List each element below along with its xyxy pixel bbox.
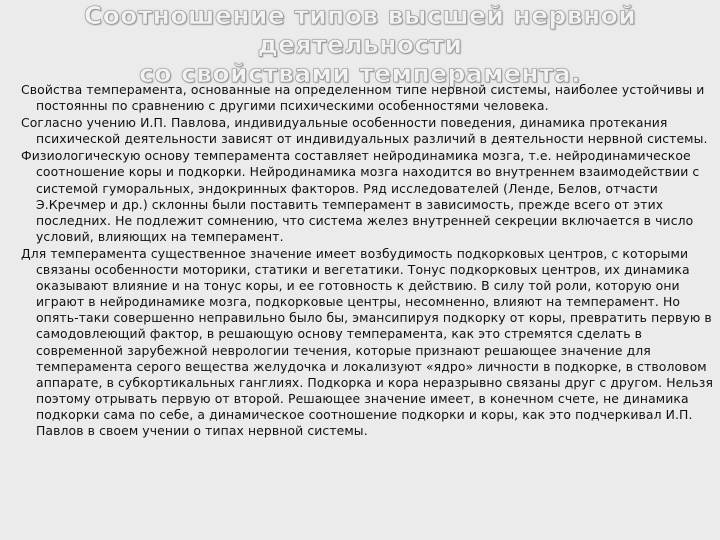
slide-body-text (14, 82, 714, 440)
paragraph-text: Для темперамента существенное значение имеет возбудимость подкорковых центров, с которыми связаны особенности моторики, статики и вегетатики. Тонус подкорковых центров, их динамика оказывают влияние и на тонус коры, и ее готовность к действию. В силу той роли, которую они играют в нейродинамике мозга, подкорковые центры, несомненно, влияют на темперамент. Но опять-таки совершенно неправильно было бы, эмансипируя подкорку от коры, превратить первую в самодовлеющий фактор, в решающую основу темперамента, как это стремятся сделать в современной зарубежной неврологии течения, которые признают решающее значение для темперамента серого вещества желудочка и локализуют «ядро» личности в подкорке, в стволовом аппарате, в субкортикальных ганглиях. Подкорка и кора неразрывно связаны друг с другом. Нельзя поэтому отрывать первую от второй. Решающее значение имеет, в конечном счете, не динамика подкорки сама по себе, а динамическое соотношение подкорки и коры, как это подчеркивал И.П. Павлов в своем учении о типах нервной системы. (21, 245, 714, 438)
slide-title-line-1: Соотношение типов высшей нервной деятельности (83, 1, 637, 59)
bullet-paragraph-1 (14, 82, 714, 114)
slide-title-line-2: со свойствами темперамента. (139, 59, 581, 88)
bullet-paragraph-4 (14, 246, 714, 439)
paragraph-text: Согласно учению И.П. Павлова, индивидуальные особенности поведения, динамика протекания психической деятельности зависят от индивидуальных различий в деятельности нервной системы. (21, 115, 708, 147)
paragraph-text: Физиологическую основу темперамента составляет нейродинамика мозга, т.е. нейродинамическое соотношение коры и подкорки. Нейродинамика мозга находится во внутреннем взаимодействии с системой гуморальных, эндокринных факторов. Ряд исследователей (Ленде, Белов, отчасти Э.Кречмер и др.) склонны были поставить темперамент в зависимость, прежде всего от этих последних. Не подлежит сомнению, что система желез внутренней секреции включается в число условий, влияющих на темперамент. (21, 148, 700, 244)
paragraph-text: Свойства темперамента, основанные на определенном типе нервной системы, наиболее устойчивы и постоянны по сравнению с другими психическими особенностями человека. (21, 82, 705, 114)
slide-title (0, 0, 720, 88)
bullet-paragraph-3 (14, 148, 714, 245)
bullet-paragraph-2 (14, 115, 714, 147)
